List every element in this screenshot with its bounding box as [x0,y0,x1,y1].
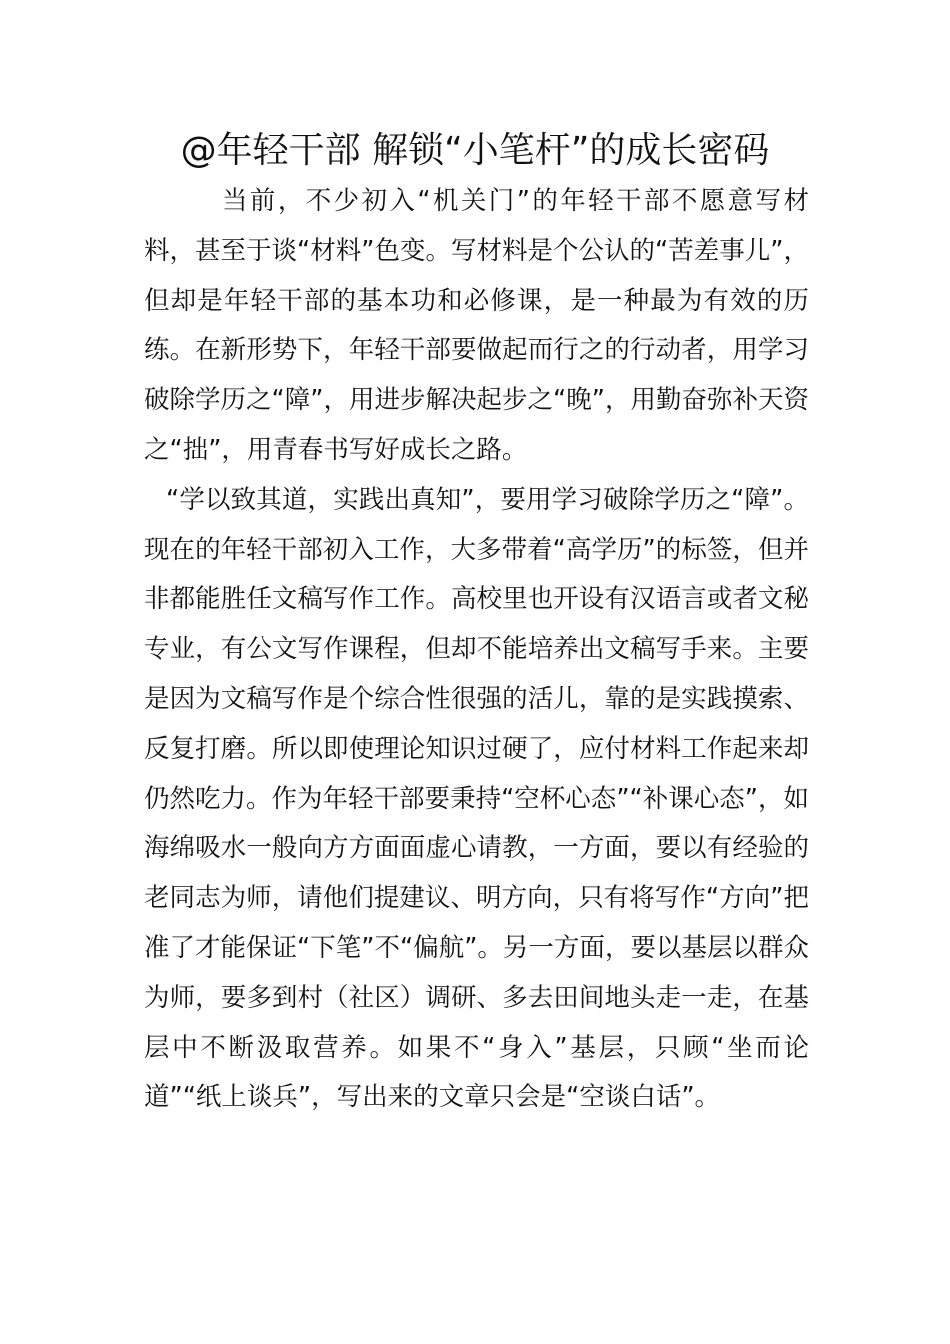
document-body [144,177,809,1123]
paragraph-learning: “学以致其道，实践出真知”，要用学习破除学历之“障”。现在的年轻干部初入工作，大多带着“高学历”的标签，但并非都能胜任文稿写作工作。高校里也开设有汉语言或者文秘专业，有公文写作课程，但却不能培养出文稿写手来。主要是因为文稿写作是个综合性很强的活儿，靠的是实践摸索、反复打磨。所以即使理论知识过硬了，应付材料工作起来却仍然吃力。作为年轻干部要秉持“空杯心态”“补课心态”，如海绵吸水一般向方方面面虚心请教，一方面，要以有经验的老同志为师，请他们提建议、明方向，只有将写作“方向”把准了才能保证“下笔”不“偏航”。另一方面，要以基层以群众为师，要多到村（社区）调研、多去田间地头走一走，在基层中不断汲取营养。如果不“身入”基层，只顾“坐而论道”“纸上谈兵”，写出来的文章只会是“空谈白话”。 [144,484,809,1113]
document-title: @年轻干部 解锁“小笔杆”的成长密码 [180,130,770,171]
paragraph-intro: 当前，不少初入“机关门”的年轻干部不愿意写材料，甚至于谈“材料”色变。写材料是个公认的“苦差事儿”，但却是年轻干部的基本功和必修课，是一种最为有效的历练。在新形势下，年轻干部要做起而行之的行动者，用学习破除学历之“障”，用进步解决起步之“晚”，用勤奋弥补天资之“拙”，用青春书写好成长之路。 [144,186,809,465]
